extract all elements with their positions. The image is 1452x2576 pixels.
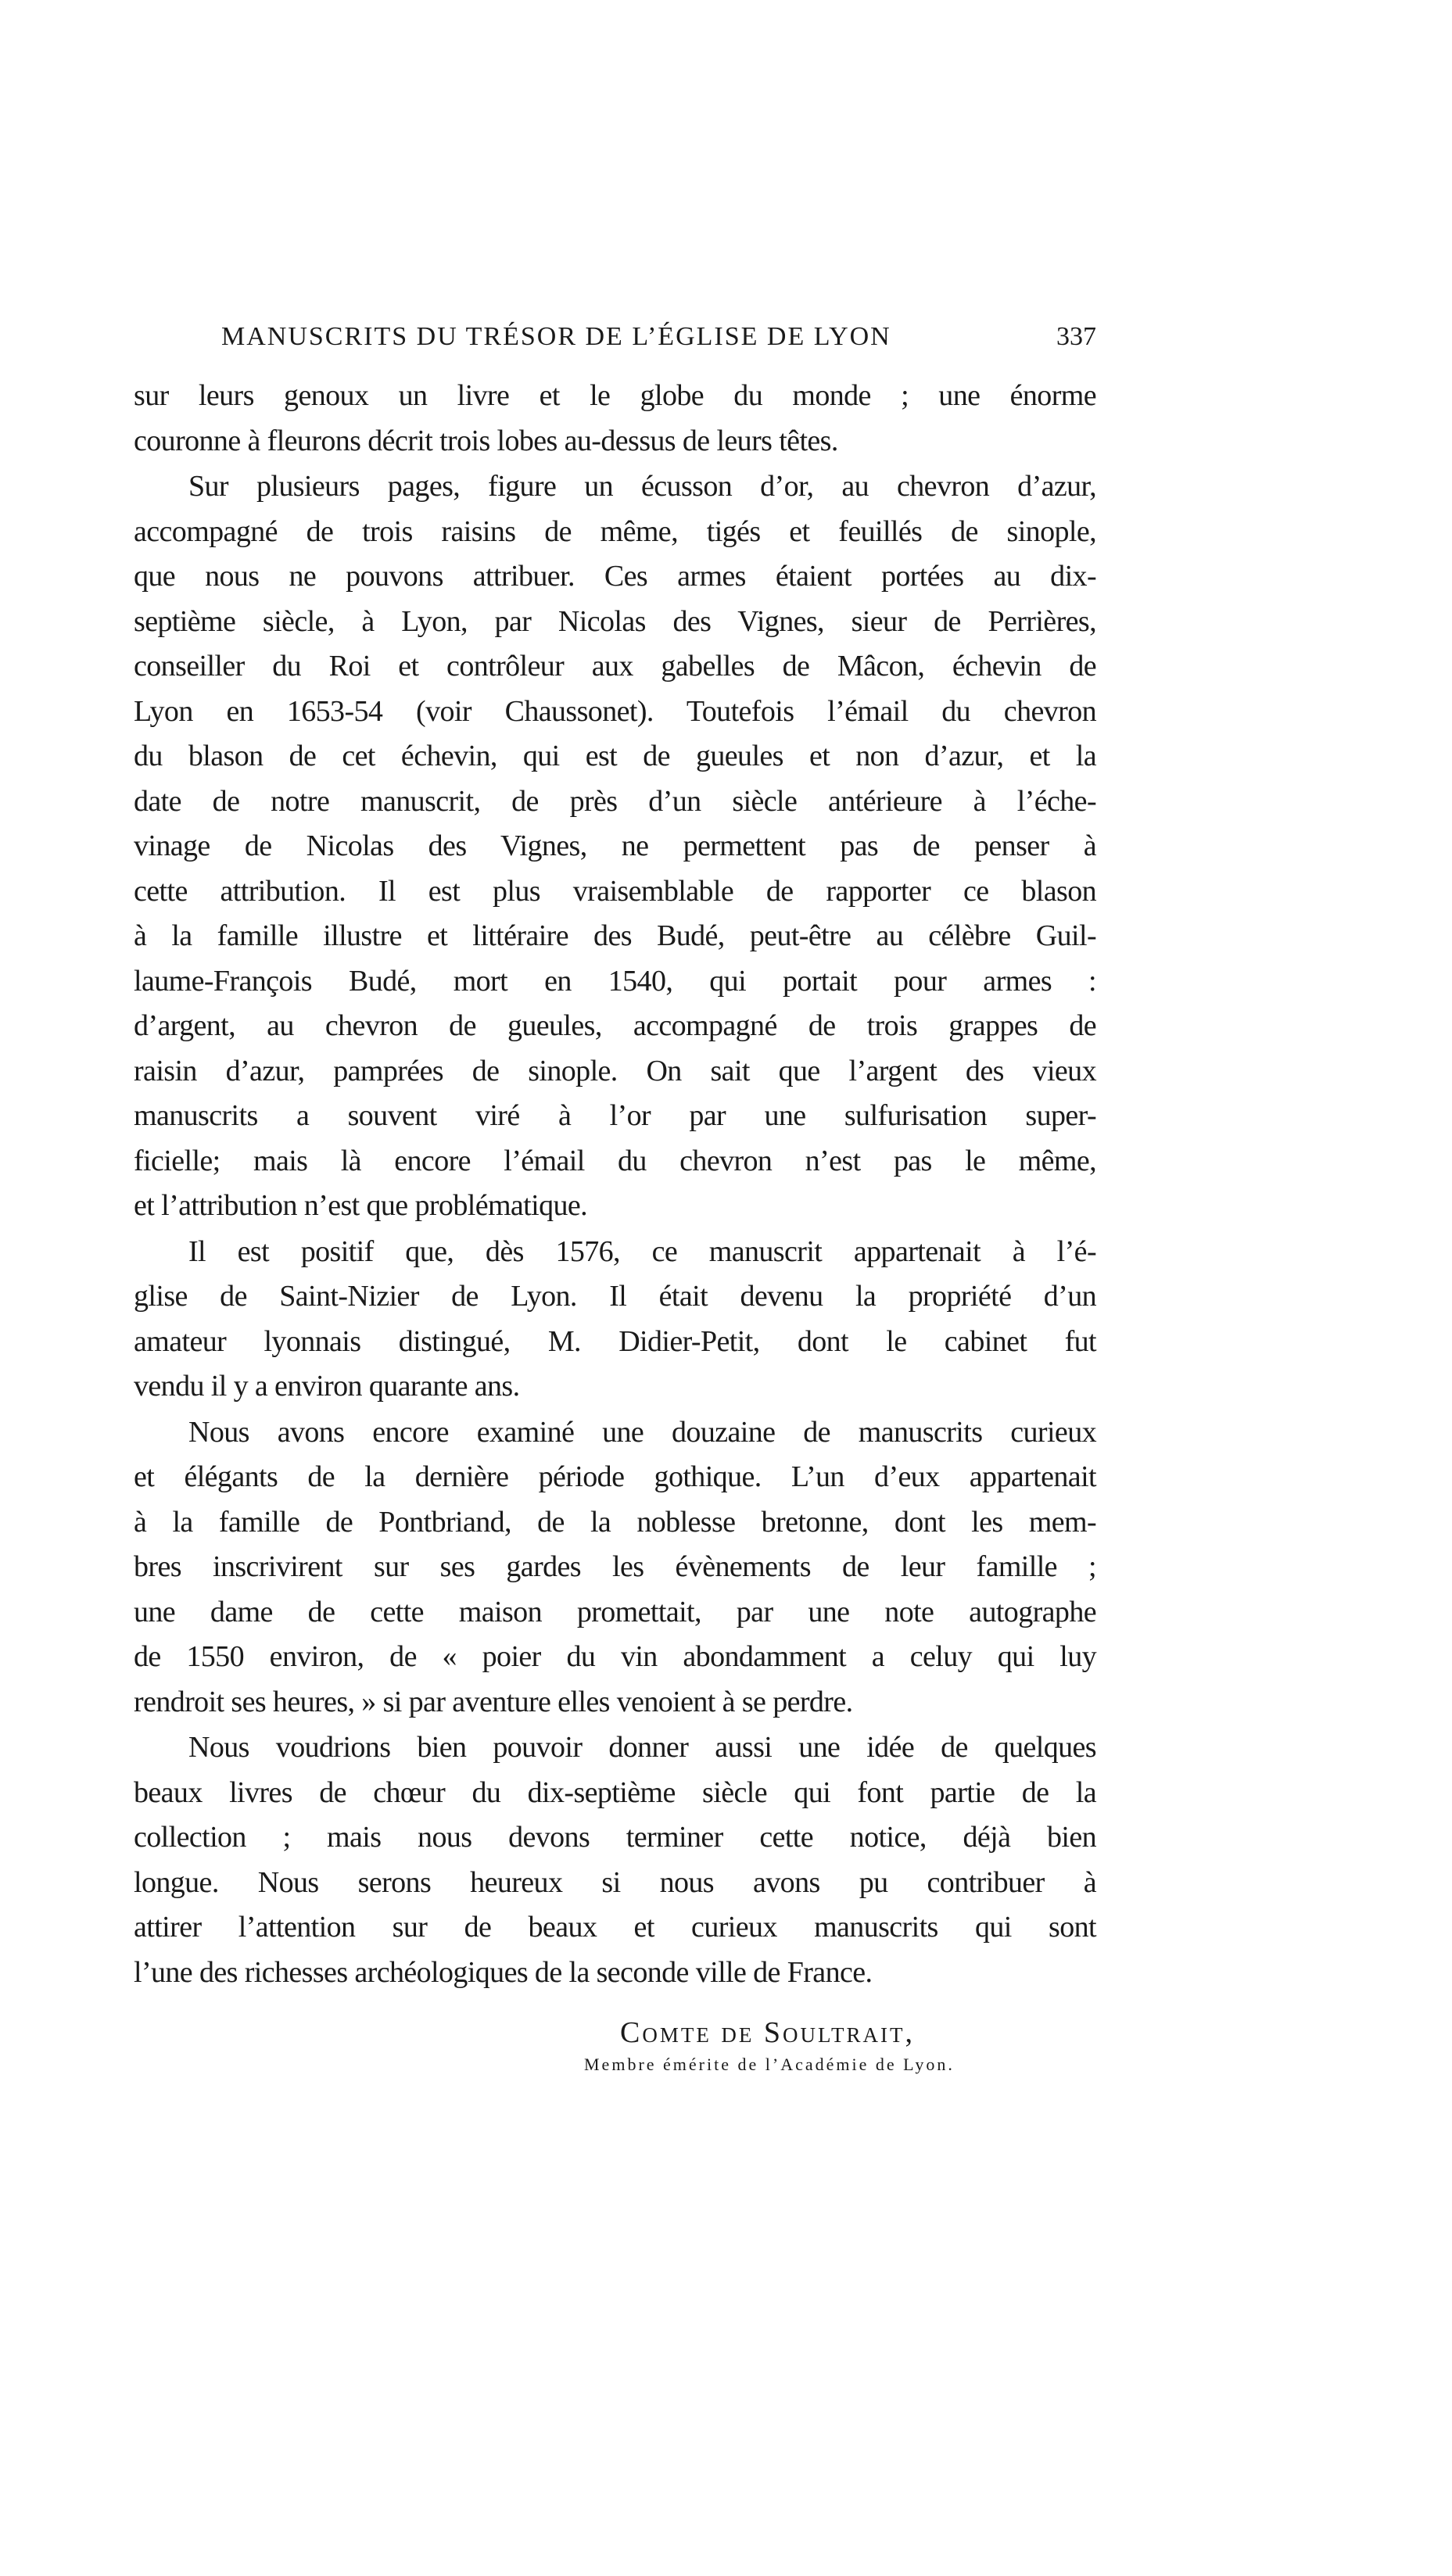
text-line: Lyon en 1653-54 (voir Chaussonet). Toutefois l’émail du chevron: [134, 694, 1096, 728]
text-line: attirer l’attention sur de beaux et curieux manuscrits qui sont: [134, 1911, 1096, 1944]
text-line: laume-François Budé, mort en 1540, qui portait pour armes :: [134, 964, 1096, 998]
text-line: et l’attribution n’est que problématique.: [134, 1189, 588, 1222]
text-line: accompagné de trois raisins de même, tigés et feuillés de sinople,: [134, 514, 1096, 548]
text-line: raisin d’azur, pamprées de sinople. On sait que l’argent des vieux: [134, 1054, 1096, 1087]
text-line: date de notre manuscrit, de près d’un siècle antérieure à l’éche-: [134, 784, 1096, 818]
text-line: vendu il y a environ quarante ans.: [134, 1370, 520, 1403]
running-title: MANUSCRITS DU TRÉSOR DE L’ÉGLISE DE LYON: [221, 322, 891, 351]
paragraph: [134, 464, 1096, 1229]
text-line: de 1550 environ, de « poier du vin abondamment a celuy qui luy: [134, 1640, 1096, 1673]
text-line: Nous avons encore examiné une douzaine de manuscrits curieux: [188, 1415, 1096, 1449]
text-line: rendroit ses heures, » si par aventure elles venoient à se perdre.: [134, 1685, 853, 1718]
text-line: beaux livres de chœur du dix-septième siècle qui font partie de la: [134, 1775, 1096, 1809]
text-line: Sur plusieurs pages, figure un écusson d’or, au chevron d’azur,: [188, 470, 1096, 503]
paragraph: [134, 1410, 1096, 1725]
text-line: sur leurs genoux un livre et le globe du monde ; une énorme: [134, 379, 1096, 412]
text-line: l’une des richesses archéologiques de la seconde ville de France.: [134, 1955, 873, 1989]
text-line: que nous ne pouvons attribuer. Ces armes étaient portées au dix-: [134, 560, 1096, 593]
text-line: une dame de cette maison promettait, par une note autographe: [134, 1595, 1096, 1628]
text-line: glise de Saint-Nizier de Lyon. Il était devenu la propriété d’un: [134, 1280, 1096, 1313]
body-text: [134, 374, 1096, 1996]
text-line: longue. Nous serons heureux si nous avons pu contribuer à: [134, 1865, 1096, 1899]
author-title: Membre émérite de l’Académie de Lyon.: [584, 2055, 955, 2074]
text-line: septième siècle, à Lyon, par Nicolas des Vignes, sieur de Perrières,: [134, 604, 1096, 638]
text-line: vinage de Nicolas des Vignes, ne permettent pas de penser à: [134, 829, 1096, 862]
text-line: d’argent, au chevron de gueules, accompagné de trois grappes de: [134, 1009, 1096, 1042]
text-line: et élégants de la dernière période gothique. L’un d’eux appartenait: [134, 1460, 1096, 1493]
paragraph: [134, 1230, 1096, 1410]
text-line: couronne à fleurons décrit trois lobes au-dessus de leurs têtes.: [134, 424, 838, 457]
text-line: Il est positif que, dès 1576, ce manuscrit appartenait à l’é-: [188, 1234, 1096, 1268]
text-line: amateur lyonnais distingué, M. Didier-Petit, dont le cabinet fut: [134, 1324, 1096, 1358]
paragraph: [134, 1725, 1096, 1995]
author-signature: Comte de Soultrait,: [620, 2016, 915, 2049]
text-line: du blason de cet échevin, qui est de gueules et non d’azur, et la: [134, 740, 1096, 772]
text-line: bres inscrivirent sur ses gardes les évènements de leur famille ;: [134, 1550, 1096, 1583]
text-line: Nous voudrions bien pouvoir donner aussi une idée de quelques: [188, 1731, 1096, 1764]
text-line: conseiller du Roi et contrôleur aux gabelles de Mâcon, échevin de: [134, 650, 1096, 683]
page-number: 337: [1056, 322, 1096, 351]
text-line: à la famille illustre et littéraire des Budé, peut-être au célèbre Guil-: [134, 919, 1096, 952]
text-line: manuscrits a souvent viré à l’or par une sulfurisation super-: [134, 1099, 1096, 1132]
text-line: collection ; mais nous devons terminer cette notice, déjà bien: [134, 1821, 1096, 1854]
paragraph: [134, 374, 1096, 464]
text-line: cette attribution. Il est plus vraisemblable de rapporter ce blason: [134, 874, 1096, 908]
text-line: à la famille de Pontbriand, de la noblesse bretonne, dont les mem-: [134, 1505, 1096, 1539]
text-line: ficielle; mais là encore l’émail du chevron n’est pas le même,: [134, 1144, 1096, 1177]
